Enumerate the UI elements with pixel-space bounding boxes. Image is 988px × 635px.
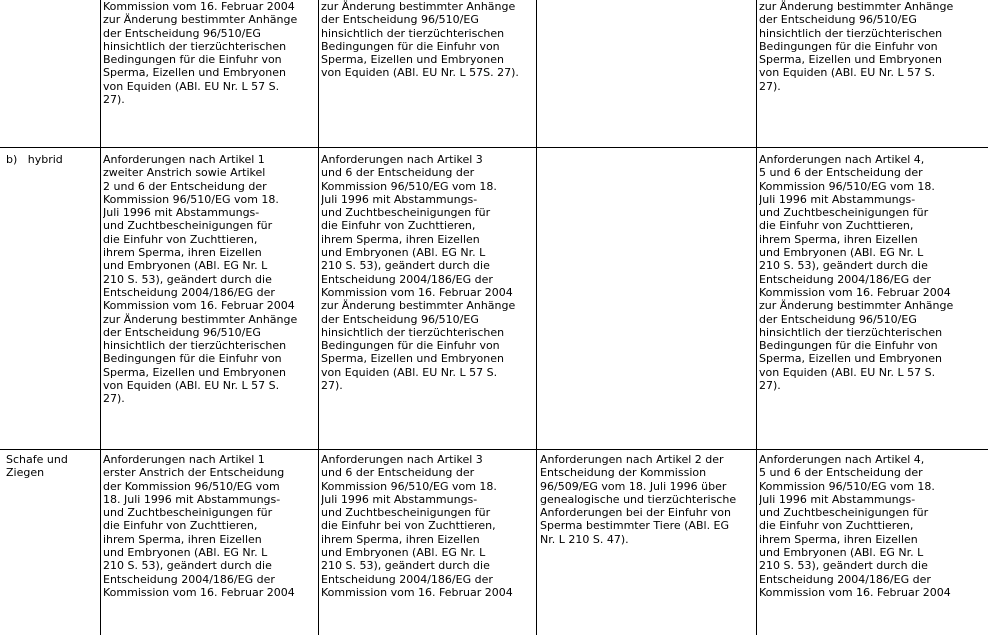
table-cell: Anforderungen nach Artikel 3 und 6 der Entscheidung der Kommission 96/510/EG vom 18. Juli 1996 mit Abstammungs- und Zuchtbescheinigungen für die Einfuhr bei von Zuchttieren, ihrem Sperma, ihren Eizellen und Embryonen (ABl. EG Nr. L 210 S. 53), geändert durch die Entscheidung 2004/186/EG der Kommission vom 16. Februar 2004 (321, 453, 513, 599)
row-label: b) hybrid (6, 153, 63, 166)
column-border (318, 0, 319, 635)
column-border (536, 0, 537, 635)
column-border (100, 0, 101, 635)
row-label: Schafe und Ziegen (6, 453, 68, 480)
table-cell: Anforderungen nach Artikel 4, 5 und 6 der Entscheidung der Kommission 96/510/EG vom 18. Juli 1996 mit Abstammungs- und Zuchtbescheinigungen für die Einfuhr von Zuchttieren, ihrem Sperma, ihren Eizellen und Embryonen (ABl. EG Nr. L 210 S. 53), geändert durch die Entscheidung 2004/186/EG der Kommission vom 16. Februar 2004 zur Änderung bestimmter Anhänge der Entscheidung 96/510/EG hinsichtlich der tierzüchterischen Bedingungen für die Einfuhr von Sperma, Eizellen und Embryonen von Equiden (ABl. EU Nr. L 57 S. 27). (759, 153, 954, 393)
table-cell: zur Änderung bestimmter Anhänge der Entscheidung 96/510/EG hinsichtlich der tierzüchterischen Bedingungen für die Einfuhr von Sperma, Eizellen und Embryonen von Equiden (ABl. EU Nr. L 57 S. 27). (759, 0, 954, 93)
table-cell: Anforderungen nach Artikel 1 zweiter Anstrich sowie Artikel 2 und 6 der Entscheidung der Kommission 96/510/EG vom 18. Juli 1996 mit Abstammungs- und Zuchtbescheinigungen für die Einfuhr von Zuchttieren, ihrem Sperma, ihren Eizellen und Embryonen (ABl. EG Nr. L 210 S. 53), geändert durch die Entscheidung 2004/186/EG der Kommission vom 16. Februar 2004 zur Änderung bestimmter Anhänge der Entscheidung 96/510/EG hinsichtlich der tierzüchterischen Bedingungen für die Einfuhr von Sperma, Eizellen und Embryonen von Equiden (ABl. EU Nr. L 57 S. 27). (103, 153, 298, 406)
row-border (0, 147, 988, 148)
table-cell: Anforderungen nach Artikel 4, 5 und 6 der Entscheidung der Kommission 96/510/EG vom 18. Juli 1996 mit Abstammungs- und Zuchtbescheinigungen für die Einfuhr von Zuchttieren, ihrem Sperma, ihren Eizellen und Embryonen (ABl. EG Nr. L 210 S. 53), geändert durch die Entscheidung 2004/186/EG der Kommission vom 16. Februar 2004 (759, 453, 951, 599)
table-cell: Kommission vom 16. Februar 2004 zur Änderung bestimmter Anhänge der Entscheidung 96/510/EG hinsichtlich der tierzüchterischen Bedingungen für die Einfuhr von Sperma, Eizellen und Embryonen von Equiden (ABl. EU Nr. L 57 S. 27). (103, 0, 298, 107)
table-cell: Anforderungen nach Artikel 1 erster Anstrich der Entscheidung der Kommission 96/510/EG vom 18. Juli 1996 mit Abstammungs- und Zuchtbescheinigungen für die Einfuhr von Zuchttieren, ihrem Sperma, ihren Eizellen und Embryonen (ABl. EG Nr. L 210 S. 53), geändert durch die Entscheidung 2004/186/EG der Kommission vom 16. Februar 2004 (103, 453, 295, 599)
column-border (756, 0, 757, 635)
row-border (0, 449, 988, 450)
table-cell: zur Änderung bestimmter Anhänge der Entscheidung 96/510/EG hinsichtlich der tierzüchterischen Bedingungen für die Einfuhr von Sperma, Eizellen und Embryonen von Equiden (ABl. EU Nr. L 57S. 27). (321, 0, 519, 80)
table-cell: Anforderungen nach Artikel 3 und 6 der Entscheidung der Kommission 96/510/EG vom 18. Juli 1996 mit Abstammungs- und Zuchtbescheinigungen für die Einfuhr von Zuchttieren, ihrem Sperma, ihren Eizellen und Embryonen (ABl. EG Nr. L 210 S. 53), geändert durch die Entscheidung 2004/186/EG der Kommission vom 16. Februar 2004 zur Änderung bestimmter Anhänge der Entscheidung 96/510/EG hinsichtlich der tierzüchterischen Bedingungen für die Einfuhr von Sperma, Eizellen und Embryonen von Equiden (ABl. EU Nr. L 57 S. 27). (321, 153, 516, 393)
table-cell: Anforderungen nach Artikel 2 der Entscheidung der Kommission 96/509/EG vom 18. Juli 1996 über genealogische und tierzüchterische Anforderungen bei der Einfuhr von Sperma bestimmter Tiere (ABl. EG Nr. L 210 S. 47). (540, 453, 737, 546)
